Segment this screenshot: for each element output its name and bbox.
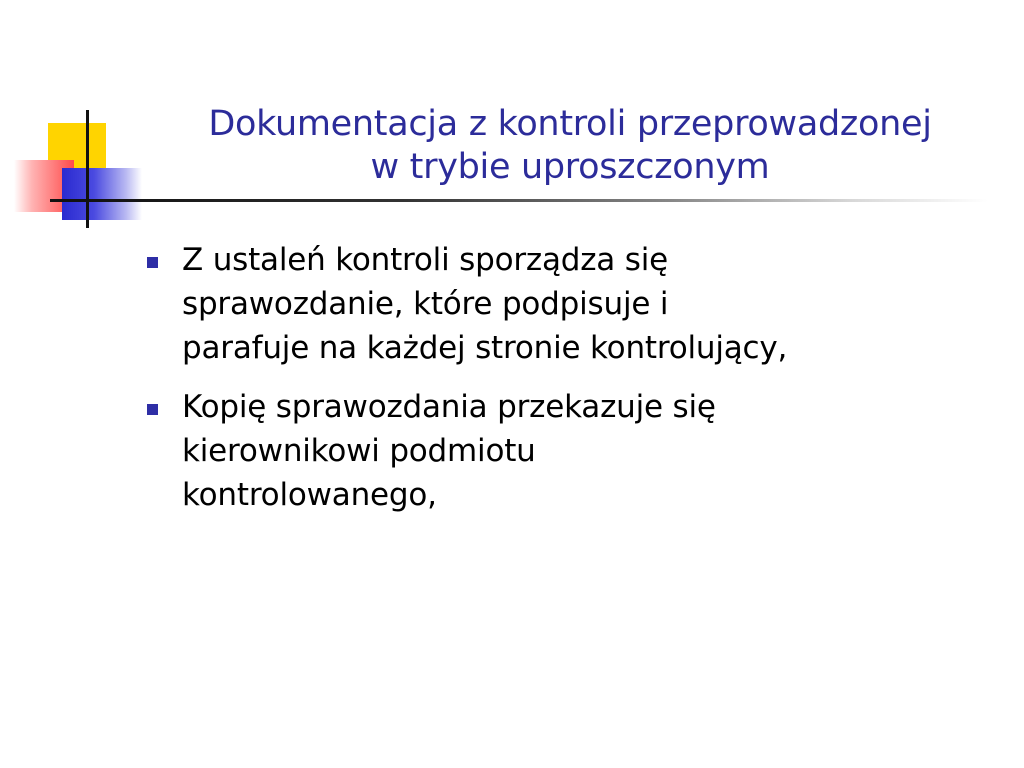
bullet-line: kierownikowi podmiotu bbox=[182, 433, 536, 469]
title-line: w trybie uproszczonym bbox=[370, 147, 770, 188]
bullet-item bbox=[145, 238, 1005, 370]
bullet-item bbox=[145, 385, 1005, 517]
square-bullet-icon bbox=[147, 404, 158, 415]
slide-title bbox=[150, 103, 990, 189]
logo-vertical-line bbox=[86, 110, 89, 228]
bullet-line: parafuje na każdej stronie kontrolujący, bbox=[182, 330, 788, 366]
logo-blue-square bbox=[62, 168, 142, 220]
bullet-line: Z ustaleń kontroli sporządza się bbox=[182, 242, 668, 278]
square-bullet-icon bbox=[147, 257, 158, 268]
bullet-text bbox=[182, 238, 1005, 370]
slide-logo-icon bbox=[0, 0, 150, 240]
bullet-line: sprawozdanie, które podpisuje i bbox=[182, 286, 669, 322]
bullet-list bbox=[145, 238, 1005, 532]
title-underline bbox=[88, 199, 988, 202]
title-line: Dokumentacja z kontroli przeprowadzonej bbox=[208, 104, 932, 145]
bullet-line: Kopię sprawozdania przekazuje się bbox=[182, 389, 716, 425]
bullet-line: kontrolowanego, bbox=[182, 477, 437, 513]
bullet-text bbox=[182, 385, 1005, 517]
